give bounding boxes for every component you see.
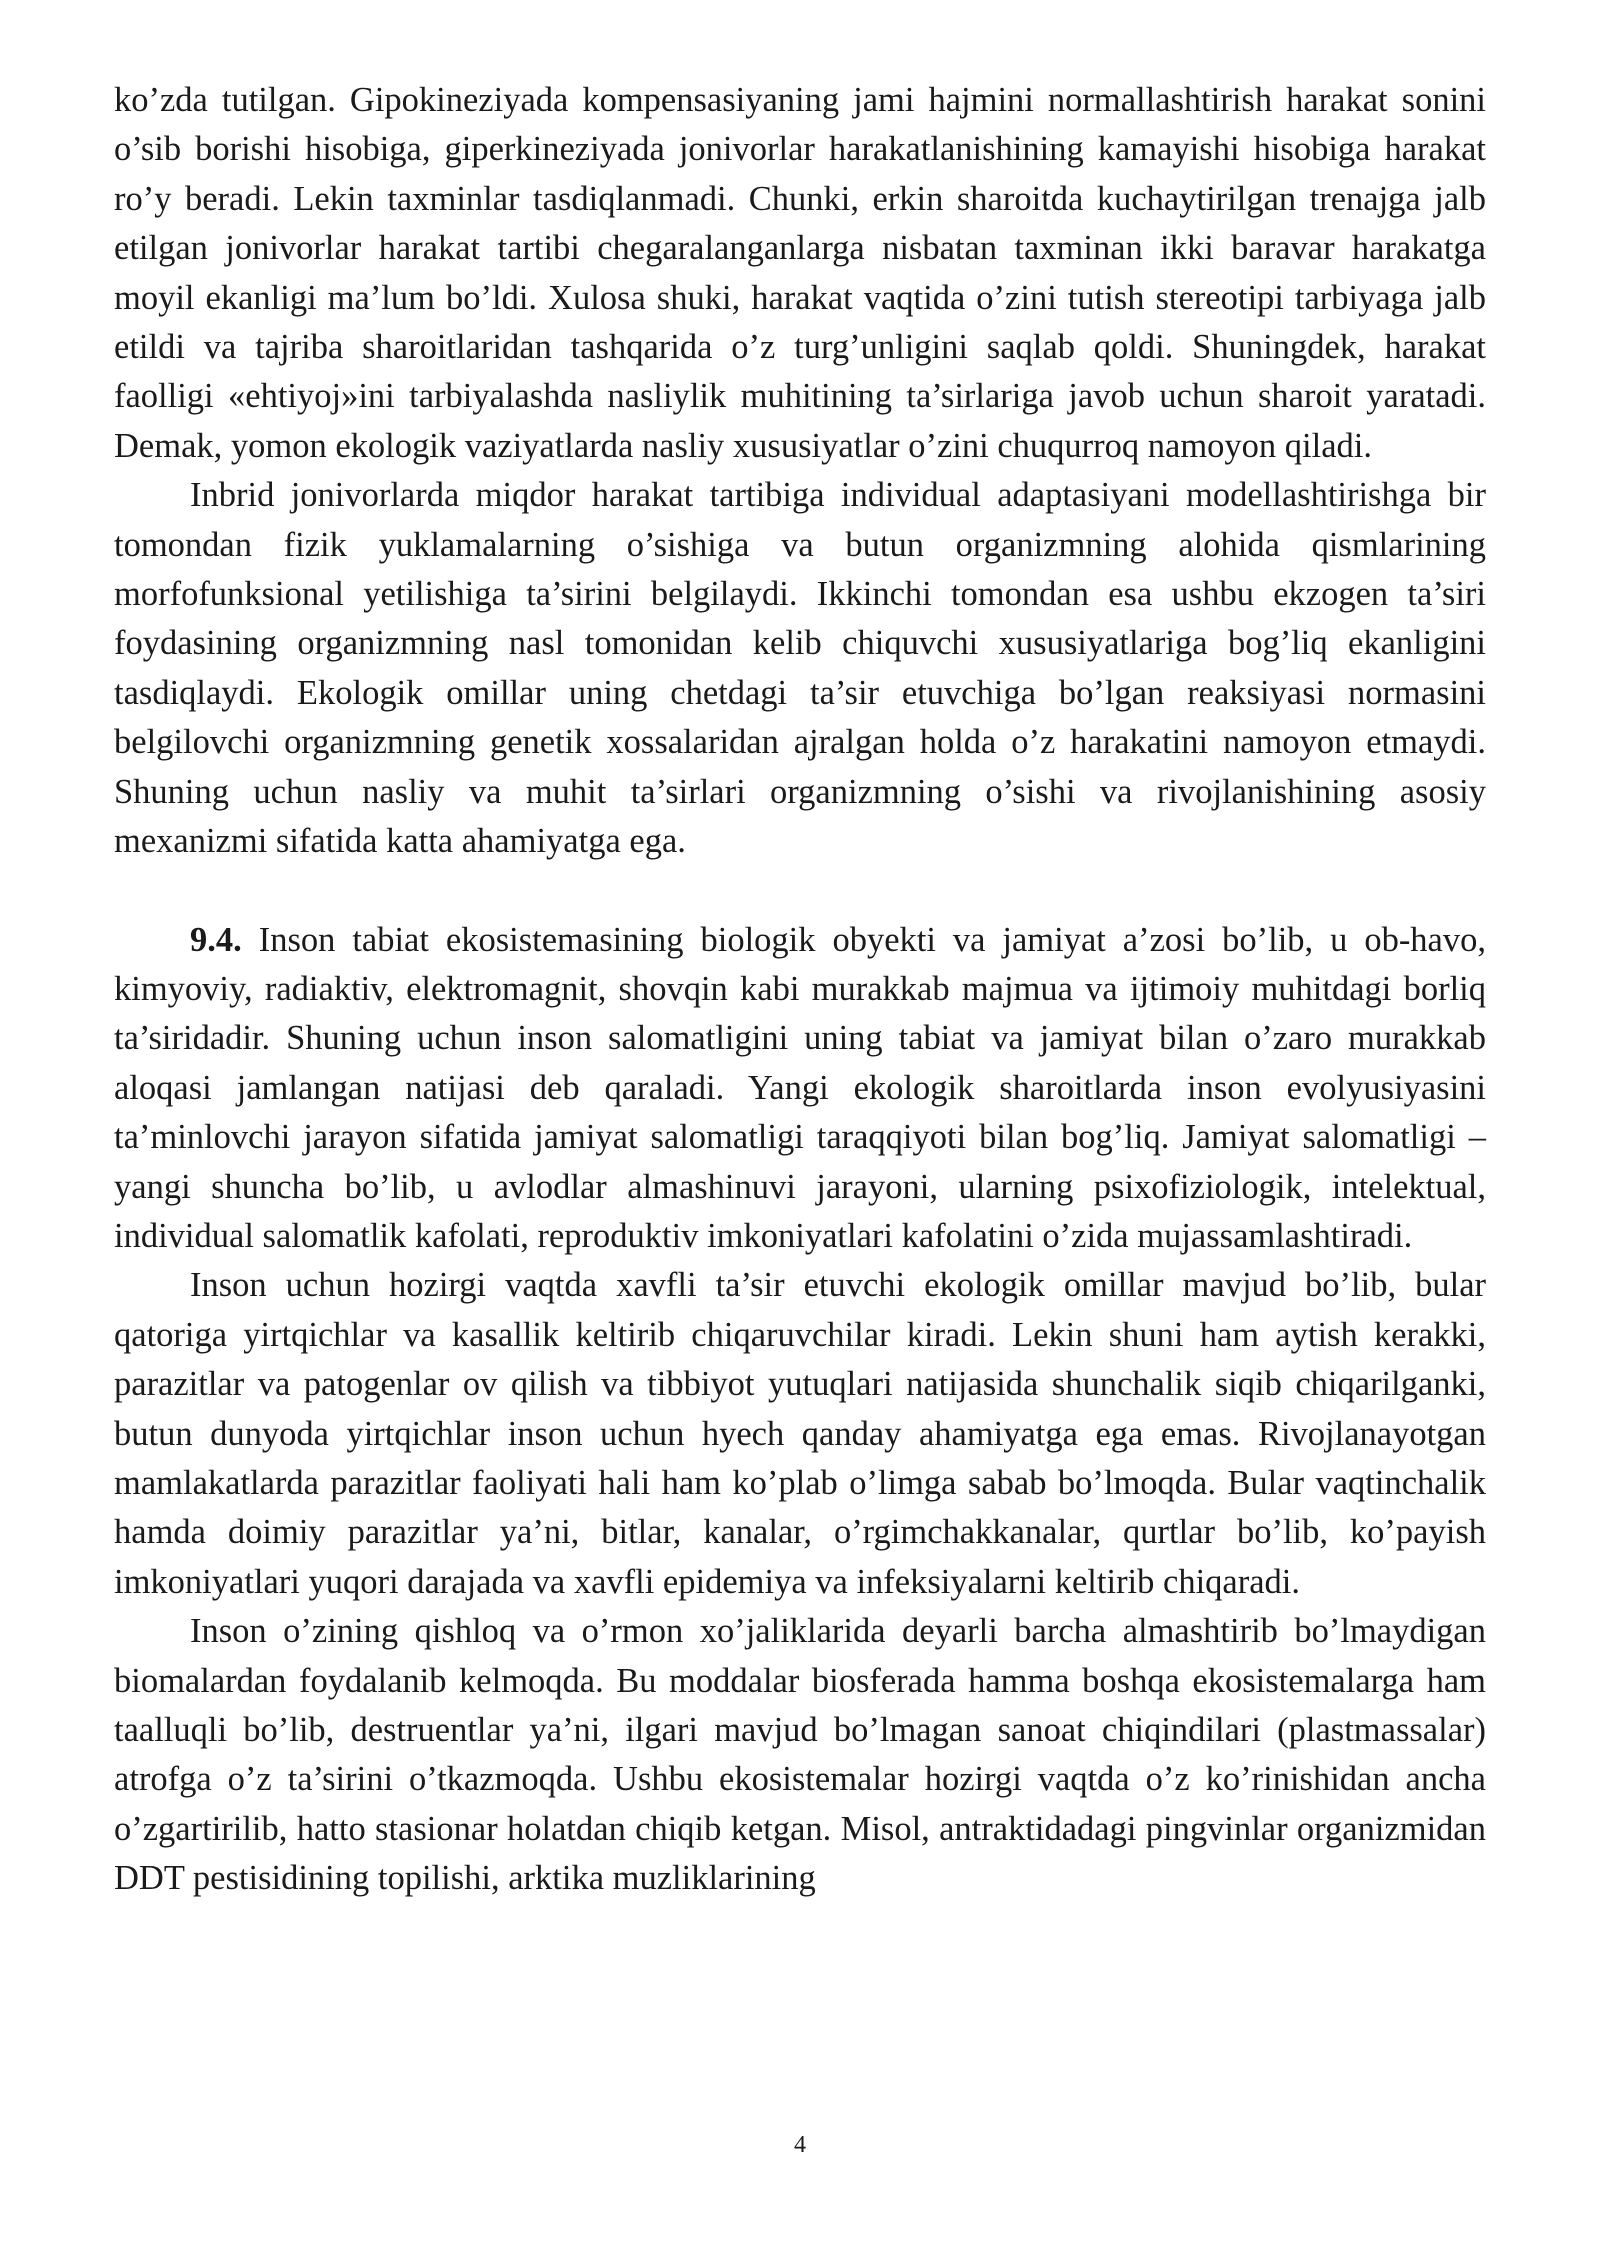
paragraph-5 xyxy=(114,1607,1486,1903)
section-9-4-paragraph xyxy=(114,916,1486,1262)
paragraph-2 xyxy=(114,471,1486,866)
paragraph-4 xyxy=(114,1261,1486,1607)
section-paragraph-text: Inson tabiat ekosistemasining biologik obyekti va jamiyat a’zosi bo’lib, u ob-havo, kimyoviy, radiaktiv, elektromagnit, shovqin kabi murakkab majmua va ijtimoiy muhitdagi borliq ta’siridadir. Shuning uchun inson salomatligini uning tabiat va jamiyat bilan o’zaro murakkab aloqasi jamlangan natijasi deb qaraladi. Yangi ekologik sharoitlarda inson evolyusiyasini ta’minlovchi jarayon sifatida jamiyat salomatligi taraqqiyoti bilan bog’liq. Jamiyat salomatligi – yangi shuncha bo’lib, u avlodlar almashinuvi jarayoni, ularning psixofiziologik, intelektual, individual salomatlik kafolati, reproduktiv imkoniyatlari kafolatini o’zida mujassamlashtiradi. xyxy=(114,920,1486,1255)
paragraph-1-text: ko’zda tutilgan. Gipokineziyada kompensasiyaning jami hajmini normallashtirish harakat sonini o’sib borishi hisobiga, giperkineziyada jonivorlar harakatlanishining kamayishi hisobiga harakat ro’y beradi. Lekin taxminlar tasdiqlanmadi. Chunki, erkin sharoitda kuchaytirilgan trenajga jalb etilgan jonivorlar harakat tartibi chegaralanganlarga nisbatan taxminan ikki baravar harakatga moyil ekanligi ma’lum bo’ldi. Xulosa shuki, harakat vaqtida o’zini tutish stereotipi tarbiyaga jalb etildi va tajriba sharoitlaridan tashqarida o’z turg’unligini saqlab qoldi. Shuningdek, harakat faolligi «ehtiyoj»ini tarbiyalashda nasliylik muhitining ta’sirlariga javob uchun sharoit yaratadi. Demak, yomon ekologik vaziyatlarda nasliy xususiyatlar o’zini chuqurroq namoyon qiladi. xyxy=(114,81,1486,465)
page-number: 4 xyxy=(794,2132,806,2158)
paragraph-2-text: Inbrid jonivorlarda miqdor harakat tartibiga individual adaptasiyani modellashtirishga bir tomondan fizik yuklamalarning o’sishiga va butun organizmning alohida qismlarining morfofunksional yetilishiga ta’sirini belgilaydi. Ikkinchi tomondan esa ushbu ekzogen ta’siri foydasining organizmning nasl tomonidan kelib chiquvchi xususiyatlariga bog’liq ekanligini tasdiqlaydi. Ekologik omillar uning chetdagi ta’sir etuvchiga bo’lgan reaksiyasi normasini belgilovchi organizmning genetik xossalaridan ajralgan holda o’z harakatini namoyon etmaydi. Shuning uchun nasliy va muhit ta’sirlari organizmning o’sishi va rivojlanishining asosiy mexanizmi sifatida katta ahamiyatga ega. xyxy=(114,476,1486,861)
page-body xyxy=(114,76,1486,1904)
section-number: 9.4. xyxy=(190,920,242,959)
paragraph-5-text: Inson o’zining qishloq va o’rmon xo’jaliklarida deyarli barcha almashtirib bo’lmaydigan biomalardan foydalanib kelmoqda. Bu moddalar biosferada hamma boshqa ekosistemalarga ham taalluqli bo’lib, destruentlar ya’ni, ilgari mavjud bo’lmagan sanoat chiqindilari (plastmassalar) atrofga o’z ta’sirini o’tkazmoqda. Ushbu ekosistemalar hozirgi vaqtda o’z ko’rinishidan ancha o’zgartirilib, hatto stasionar holatdan chiqib ketgan. Misol, antraktidadagi pingvinlar organizmidan DDT pestisidining topilishi, arktika muzliklarining xyxy=(114,1612,1486,1898)
paragraph-1 xyxy=(114,76,1486,471)
paragraph-4-text: Inson uchun hozirgi vaqtda xavfli ta’sir etuvchi ekologik omillar mavjud bo’lib, bular qatoriga yirtqichlar va kasallik keltirib chiqaruvchilar kiradi. Lekin shuni ham aytish kerakki, parazitlar va patogenlar ov qilish va tibbiyot yutuqlari natijasida shunchalik siqib chiqarilganki, butun dunyoda yirtqichlar inson uchun hyech qanday ahamiyatga ega emas. Rivojlanayotgan mamlakatlarda parazitlar faoliyati hali ham ko’plab o’limga sabab bo’lmoqda. Bular vaqtinchalik hamda doimiy parazitlar ya’ni, bitlar, kanalar, o’rgimchakkanalar, qurtlar bo’lib, ko’payish imkoniyatlari yuqori darajada va xavfli epidemiya va infeksiyalarni keltirib chiqaradi. xyxy=(114,1266,1486,1601)
